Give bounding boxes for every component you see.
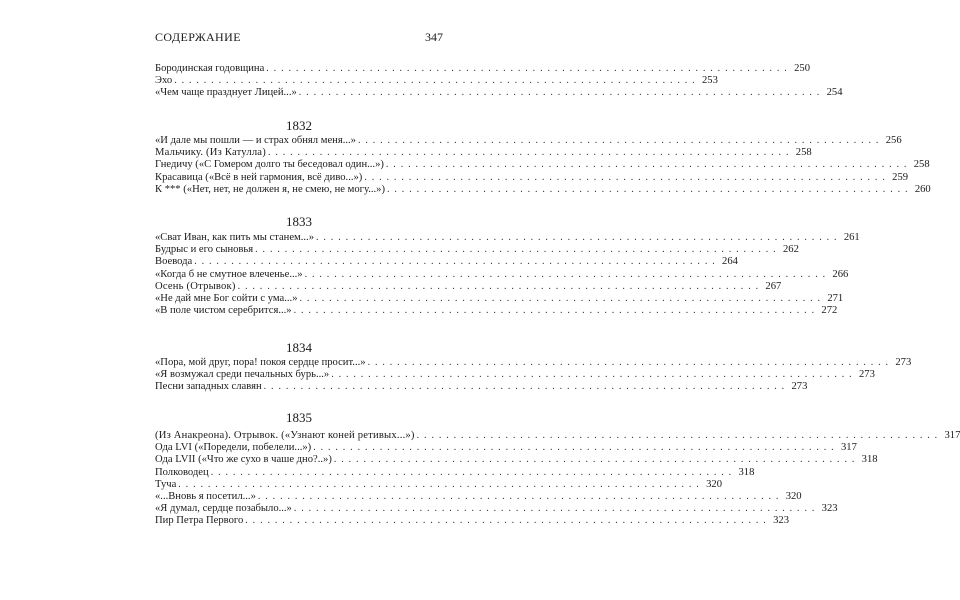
entry-title: Осень (Отрывок)	[155, 280, 236, 292]
toc-entry	[155, 357, 912, 369]
toc-section-1835	[155, 430, 960, 528]
dot-leader	[174, 75, 696, 87]
entry-page: 320	[785, 490, 802, 502]
dot-leader	[294, 305, 816, 317]
dot-leader	[245, 515, 767, 527]
year-heading: 1834	[286, 340, 312, 355]
entry-page: 262	[782, 244, 799, 256]
dot-leader	[300, 293, 822, 305]
entry-page: 317	[944, 430, 960, 441]
dot-leader	[387, 184, 909, 196]
entry-page: 258	[795, 147, 812, 159]
year-heading: 1832	[286, 118, 312, 133]
toc-entry	[155, 171, 909, 184]
entry-page: 264	[722, 256, 738, 268]
entry-page: 273	[791, 381, 808, 393]
dot-leader	[316, 232, 838, 244]
dot-leader	[211, 467, 733, 479]
toc-entry	[155, 478, 722, 491]
toc-entry	[155, 280, 782, 293]
entry-page: 271	[827, 292, 844, 304]
dot-leader	[305, 269, 827, 281]
toc-section-1834	[155, 357, 912, 394]
dot-leader	[386, 159, 908, 171]
toc-entry	[155, 268, 849, 281]
entry-title: К *** («Нет, нет, не должен я, не смею, не могу...»)	[155, 183, 385, 195]
entry-page: 261	[843, 232, 860, 243]
toc-entry	[155, 305, 838, 317]
dot-leader	[264, 381, 786, 393]
entry-title: «Когда б не смутное влеченье...»	[155, 268, 303, 280]
toc-entry	[155, 183, 931, 196]
toc-entry	[155, 442, 857, 454]
toc-entry	[155, 147, 812, 159]
running-title: СОДЕРЖАНИЕ	[155, 30, 241, 44]
entry-title: Бородинская годовщина	[155, 63, 265, 74]
entry-title: Мальчику. (Из Катулла)	[155, 147, 266, 159]
entry-page: 260	[914, 183, 931, 195]
entry-page: 323	[821, 503, 838, 515]
dot-leader	[268, 147, 790, 159]
year-heading: 1835	[286, 410, 312, 425]
entry-title: Ода LVII («Что же сухо в чаше дно?..»)	[155, 454, 332, 466]
entry-page: 258	[913, 159, 930, 171]
dot-leader	[313, 442, 835, 454]
entry-title: «Не дай мне Бог сойти с ума...»	[155, 292, 298, 304]
entry-page: 259	[892, 171, 909, 183]
entry-title: Пир Петра Первого	[155, 515, 244, 527]
dot-leader	[358, 135, 880, 147]
entry-page: 272	[821, 305, 838, 317]
entry-page: 318	[861, 454, 878, 466]
toc-entry	[155, 256, 738, 268]
toc-entry	[155, 292, 844, 305]
dot-leader	[194, 256, 716, 268]
toc-entry	[155, 87, 843, 99]
dot-leader	[299, 87, 821, 99]
dot-leader	[417, 430, 939, 442]
entry-page: 273	[859, 369, 875, 381]
toc-entry	[155, 135, 902, 147]
toc-entry	[155, 515, 789, 527]
entry-title: Туча	[155, 478, 177, 490]
dot-leader	[368, 357, 890, 369]
dot-leader	[266, 63, 788, 75]
running-header	[155, 30, 443, 45]
toc-entry	[155, 75, 718, 87]
toc-entry	[155, 159, 930, 171]
page-number: 347	[425, 30, 443, 44]
entry-title: «Пора, мой друг, пора! покоя сердце просит...»	[155, 357, 366, 368]
entry-title: «Чем чаще празднует Лицей...»	[155, 87, 297, 99]
entry-title: «Сват Иван, как пить мы станем...»	[155, 232, 314, 243]
entry-page: 267	[765, 280, 782, 292]
entry-page: 256	[885, 135, 902, 146]
entry-page: 250	[794, 63, 810, 74]
dot-leader	[258, 491, 780, 503]
toc-entry	[155, 232, 860, 244]
entry-title: Будрыс и его сыновья	[155, 244, 254, 256]
entry-page: 273	[895, 357, 912, 368]
toc-entry	[155, 503, 838, 515]
toc-entry	[155, 454, 878, 466]
entry-title: (Из Анакреона). Отрывок. («Узнают коней ретивых...»)	[155, 430, 415, 441]
toc-entry	[155, 244, 799, 256]
toc-entry	[155, 430, 960, 442]
toc-entry	[155, 63, 810, 75]
dot-leader	[294, 503, 816, 515]
toc-section-1831	[155, 63, 843, 100]
entry-page: 318	[738, 466, 755, 478]
dot-leader	[178, 479, 700, 491]
entry-title: «...Вновь я посетил...»	[155, 490, 256, 502]
dot-leader	[238, 281, 760, 293]
entry-page: 266	[832, 268, 849, 280]
toc-section-1832	[155, 135, 931, 196]
entry-title: «И дале мы пошли — и страх обнял меня...»	[155, 135, 356, 146]
dot-leader	[364, 172, 886, 184]
entry-title: Полководец	[155, 466, 209, 478]
entry-title: Песни западных славян	[155, 381, 262, 393]
entry-page: 317	[841, 442, 857, 454]
dot-leader	[331, 369, 853, 381]
dot-leader	[255, 244, 777, 256]
toc-entry	[155, 381, 808, 393]
toc-entry	[155, 490, 802, 503]
entry-title: Эхо	[155, 75, 173, 87]
toc-entry	[155, 369, 875, 381]
toc-entry	[155, 466, 755, 479]
entry-title: Ода LVI («Поредели, побелели...»)	[155, 442, 312, 454]
entry-title: Красавица («Всё в ней гармония, всё диво...»)	[155, 171, 363, 183]
entry-page: 323	[773, 515, 789, 527]
entry-title: «В поле чистом серебрится...»	[155, 305, 292, 317]
year-heading: 1833	[286, 214, 312, 229]
toc-section-1833	[155, 232, 860, 317]
entry-page: 320	[706, 478, 722, 490]
entry-title: «Я думал, сердце позабыло...»	[155, 503, 292, 515]
entry-title: «Я возмужал среди печальных бурь...»	[155, 369, 330, 381]
entry-page: 253	[702, 75, 718, 87]
dot-leader	[334, 454, 856, 466]
entry-title: Воевода	[155, 256, 193, 268]
entry-page: 254	[826, 87, 843, 99]
entry-title: Гнедичу («С Гомером долго ты беседовал один...»)	[155, 159, 384, 171]
